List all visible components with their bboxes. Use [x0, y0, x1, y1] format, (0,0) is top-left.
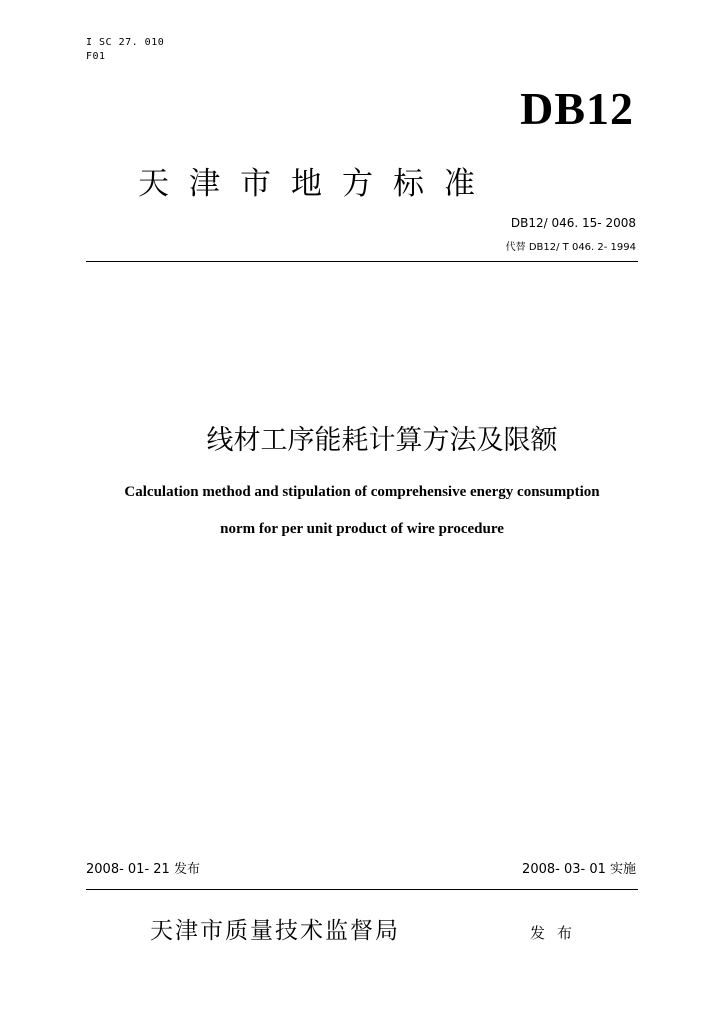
issuing-authority: 天津市质量技术监督局: [150, 918, 400, 944]
document-title-chinese: 线材工序能耗计算方法及限额: [206, 425, 558, 456]
ccs-code: F01: [86, 51, 106, 62]
document-title-english-line1: Calculation method and stipulation of comprehensive energy consumption: [124, 484, 600, 500]
standard-number: DB12/ 046. 15- 2008: [510, 216, 636, 230]
publish-date: 2008- 01- 21 发布: [86, 862, 200, 877]
document-title-english-line2: norm for per unit product of wire procedure: [220, 521, 504, 537]
classification-codes: [86, 36, 164, 64]
standard-type-heading: 天津市地方标准: [138, 166, 495, 202]
issue-verb: 发布: [530, 924, 585, 942]
footer-divider: [86, 889, 638, 890]
implement-date: 2008- 03- 01 实施: [522, 862, 636, 877]
ics-code: I SC 27. 010: [86, 37, 165, 48]
header-divider: [86, 261, 638, 262]
standard-logo: DB12: [520, 83, 634, 134]
replaces-standard: 代替 DB12/ T 046. 2- 1994: [505, 242, 636, 253]
